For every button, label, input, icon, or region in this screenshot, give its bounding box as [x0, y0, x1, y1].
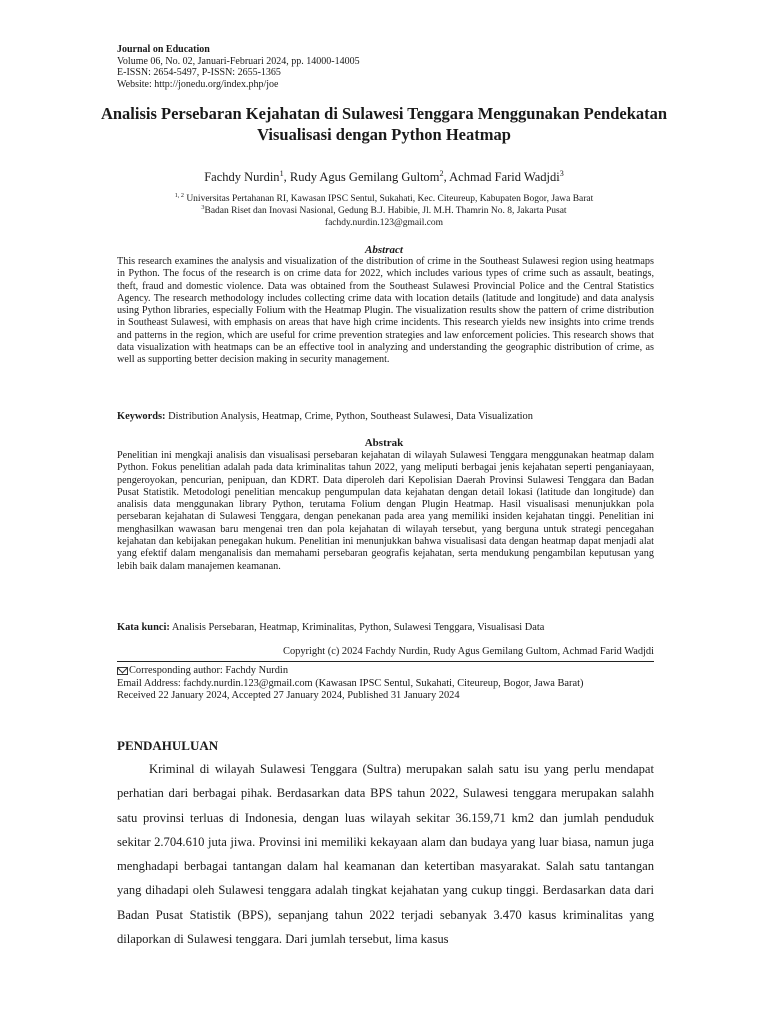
affiliation-2: [0, 205, 768, 217]
kata-kunci: [117, 622, 677, 633]
article-dates: Received 22 January 2024, Accepted 27 January 2024, Published 31 January 2024: [117, 690, 460, 701]
author-name: Fachdy Nurdin: [204, 170, 280, 184]
journal-issn: E-ISSN: 2654-5497, P-ISSN: 2655-1365: [117, 67, 281, 78]
author-separator: ,: [443, 170, 450, 184]
paper-title: Analisis Persebaran Kejahatan di Sulawesi Tenggara Menggunakan Pendekatan Visualisasi dengan Python Heatmap: [100, 104, 668, 144]
copyright-notice: Copyright (c) 2024 Fachdy Nurdin, Rudy Agus Gemilang Gultom, Achmad Farid Wadjdi: [283, 646, 654, 657]
abstrak-text: Penelitian ini mengkaji analisis dan visualisasi persebaran kejahatan di wilayah Sulawesi Tenggara menggunakan heatmap dalam Python. Fokus penelitian adalah pada data kriminalitas tahun 2022, yang meliputi berbagai jenis kejahatan seperti penganiayaan, pengeroyokan, pencurian, penipuan, dan KDRT. Data diperoleh dari Kepolisian Daerah Provinsi Sulawesi Tenggara dan Badan Pusat Statistik. Metodologi penelitian mencakup pengumpulan data kejahatan dengan detail lokasi (latitude dan longitude) dan analisis data menggunakan library Python, terutama Folium dengan Plugin Heatmap. Hasil visualisasi menunjukkan pola persebaran kejahatan di Sulawesi Tenggara, dengan penekanan pada area yang memiliki insiden kejahatan tinggi. Penelitian ini menghasilkan wawasan baru mengenai tren dan pola kejahatan di wilayah tersebut, yang berguna untuk strategi pencegahan kejahatan dan kebijakan penegakan hukum. Penelitian ini menunjukkan bahwa visualisasi data dengan heatmap dapat menjadi alat yang efektif dalam menganalisis dan memahami persebaran geografis kejahatan, serta mendukung pengambilan keputusan yang lebih baik dalam manajemen keamanan.: [117, 450, 654, 572]
author-name: Achmad Farid Wadjdi: [449, 170, 560, 184]
author-email[interactable]: fachdy.nurdin.123@gmail.com: [324, 218, 444, 228]
author-affil-mark: 1: [279, 168, 284, 178]
journal-header: [117, 44, 360, 90]
affiliation-text: Universitas Pertahanan RI, Kawasan IPSC Sentul, Sukahati, Kec. Citeureup, Kabupaten Bogor, Jawa Barat: [183, 194, 594, 204]
abstract-heading: Abstract: [365, 244, 403, 256]
keywords-label: Keywords:: [117, 411, 166, 422]
journal-volume: Volume 06, No. 02, Januari-Februari 2024, pp. 14000-14005: [117, 55, 360, 67]
keywords: [117, 411, 677, 422]
abstract-text: This research examines the analysis and visualization of the distribution of crime in the Southeast Sulawesi region using heatmaps in Python. The focus of the research is on crime data for 2022, which includes various types of crime such as assault, beatings, theft, fraud and domestic violence. Data was obtained from the Southeast Sulawesi Provincial Police and the Central Statistics Agency. The research methodology includes collecting crime data with location details (latitude and longitude) and data analysis using Python libraries, especially Folium with the Heatmap Plugin. The visualization results show the pattern of crime distribution in Southeast Sulawesi, with emphasis on areas that have high crime incidents. This research yields new insights into crime trends and patterns in the region, which are useful for crime prevention strategies and law enforcement policies. This research shows that data visualization with heatmaps can be an effective tool in analyzing and understanding the geographic distribution of crime, as well as supporting better decision making in security management.: [117, 256, 654, 366]
abstrak-heading: Abstrak: [364, 437, 404, 449]
journal-website[interactable]: Website: http://jonedu.org/index.php/joe: [117, 78, 279, 90]
author-list: [0, 170, 768, 185]
affil-mark: 3: [201, 204, 205, 211]
author-separator: ,: [283, 170, 290, 184]
affiliation-1: [0, 193, 768, 205]
affil-mark: 1, 2: [174, 192, 184, 199]
author-name: Rudy Agus Gemilang Gultom: [289, 170, 440, 184]
corresponding-author: [117, 665, 677, 678]
affiliation-text: Badan Riset dan Inovasi Nasional, Gedung B.J. Habibie, Jl. M.H. Thamrin No. 8, Jakarta Pusat: [204, 206, 567, 216]
kata-kunci-list: Analisis Persebaran, Heatmap, Kriminalitas, Python, Sulawesi Tenggara, Visualisasi Data: [169, 622, 545, 633]
envelope-icon: [117, 667, 128, 675]
correspondence-block: [117, 665, 677, 703]
corresponding-author-text: Corresponding author: Fachdy Nurdin: [129, 665, 289, 676]
author-affil-mark: 3: [559, 168, 564, 178]
author-affil-mark: 2: [439, 168, 444, 178]
kata-kunci-label: Kata kunci:: [117, 622, 170, 633]
affiliations: [0, 193, 768, 229]
body-paragraph: Kriminal di wilayah Sulawesi Tenggara (Sultra) merupakan salah satu isu yang perlu mendapat perhatian dari berbagai pihak. Berdasarkan data BPS tahun 2022, Sulawesi tenggara merupakan salahh satu provinsi terluas di Indonesia, dengan luas wilayah sekitar 36.159,71 km2 dan jumlah penduduk sekitar 2.704.610 juta jiwa. Provinsi ini memiliki kekayaan alam dan budaya yang luar biasa, namun juga menghadapi berbagai tantangan dalam hal keamanan dan ketertiban masyarakat. Salah satu tantangan yang dihadapi oleh Sulawesi tenggara adalah tingkat kejahatan yang cukup tinggi. Berdasarkan data dari Badan Pusat Statistik (BPS), sepanjang tahun 2022 terjadi sebanyak 3.470 kasus kriminalitas yang dilaporkan di Sulawesi tenggara. Dari jumlah tersebut, lima kasus: [117, 762, 654, 947]
section-heading: PENDAHULUAN: [117, 738, 219, 753]
journal-name: Journal on Education: [117, 44, 210, 55]
keywords-list: Distribution Analysis, Heatmap, Crime, Python, Southeast Sulawesi, Data Visualization: [165, 411, 533, 422]
corresponding-email: Email Address: fachdy.nurdin.123@gmail.com (Kawasan IPSC Sentul, Sukahati, Citeureup, Bogor, Jawa Barat): [117, 677, 584, 689]
divider: [117, 661, 654, 662]
